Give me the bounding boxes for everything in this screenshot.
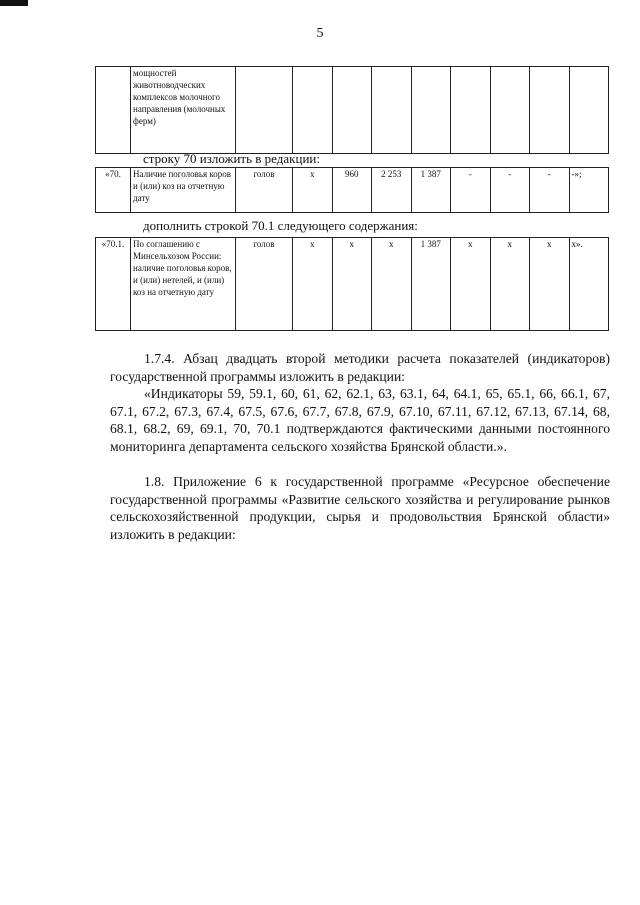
cell-value xyxy=(332,67,372,154)
cell-unit xyxy=(236,67,293,154)
cell-name: Наличие поголовья коров и (или) коз на отчетную дату xyxy=(131,168,236,213)
cell-value: - xyxy=(451,168,491,213)
cell-value: 960 xyxy=(332,168,372,213)
paragraph-1-8 xyxy=(110,473,610,543)
cell-value xyxy=(451,67,491,154)
table-row701 xyxy=(95,237,609,331)
scan-corner-mark xyxy=(0,0,28,6)
cell-value: x xyxy=(293,238,333,331)
cell-last: x». xyxy=(569,238,609,331)
cell-unit: голов xyxy=(236,168,293,213)
cell-num xyxy=(96,67,131,154)
cell-value: x xyxy=(490,238,530,331)
cell-value: 2 253 xyxy=(372,168,412,213)
editor-note-row701: дополнить строкой 70.1 следующего содержания: xyxy=(143,218,418,233)
cell-value xyxy=(411,67,451,154)
table-row xyxy=(96,168,609,213)
cell-value xyxy=(293,67,333,154)
cell-value: - xyxy=(530,168,570,213)
cell-last: -»; xyxy=(569,168,609,213)
cell-value: x xyxy=(332,238,372,331)
cell-name: По соглашению с Минсельхозом России: наличие поголовья коров, и (или) нетелей, и (или) коз на отчетную дату xyxy=(131,238,236,331)
cell-unit: голов xyxy=(236,238,293,331)
cell-name: мощностей животноводческих комплексов молочного направления (молочных ферм) xyxy=(131,67,236,154)
editor-note-row70: строку 70 изложить в редакции: xyxy=(143,151,320,166)
table-continuation xyxy=(95,66,609,154)
cell-num: «70.1. xyxy=(96,238,131,331)
cell-value: - xyxy=(490,168,530,213)
cell-value: x xyxy=(530,238,570,331)
cell-value: 1 387 xyxy=(411,168,451,213)
cell-value xyxy=(530,67,570,154)
cell-last xyxy=(569,67,609,154)
paragraph-text: 1.8. Приложение 6 к государственной программе «Ресурсное обеспечение государственной программы «Развитие сельского хозяйства и регулирование рынков сельскохозяйственной продукции, сырья и продовольствия Брянской области» изложить в редакции: xyxy=(110,474,610,542)
paragraph-text: «Индикаторы 59, 59.1, 60, 61, 62, 62.1, 63, 63.1, 64, 64.1, 65, 65.1, 66, 66.1, 67, 67.1, 67.2, 67.3, 67.4, 67.5, 67.6, 67.7, 67.8, 67.9, 67.10, 67.11, 67.12, 67.13, 67.14, 68, 68.1, 68.2, 69, 69.1, 70, 70.1 подтверждаются фактическими данными постоянного мониторинга департамента сельского хозяйства Брянской области.». xyxy=(110,386,610,454)
table-row xyxy=(96,238,609,331)
table-row70 xyxy=(95,167,609,213)
page-number: 5 xyxy=(316,26,324,41)
paragraph-text: 1.7.4. Абзац двадцать второй методики расчета показателей (индикаторов) государственной программы изложить в редакции: xyxy=(110,351,610,384)
cell-value: 1 387 xyxy=(411,238,451,331)
paragraph-indicators xyxy=(110,385,610,455)
cell-value: x xyxy=(293,168,333,213)
cell-value xyxy=(372,67,412,154)
table-row xyxy=(96,67,609,154)
paragraph-1-7-4 xyxy=(110,350,610,385)
cell-value xyxy=(490,67,530,154)
cell-value: x xyxy=(451,238,491,331)
cell-num: «70. xyxy=(96,168,131,213)
cell-value: x xyxy=(372,238,412,331)
